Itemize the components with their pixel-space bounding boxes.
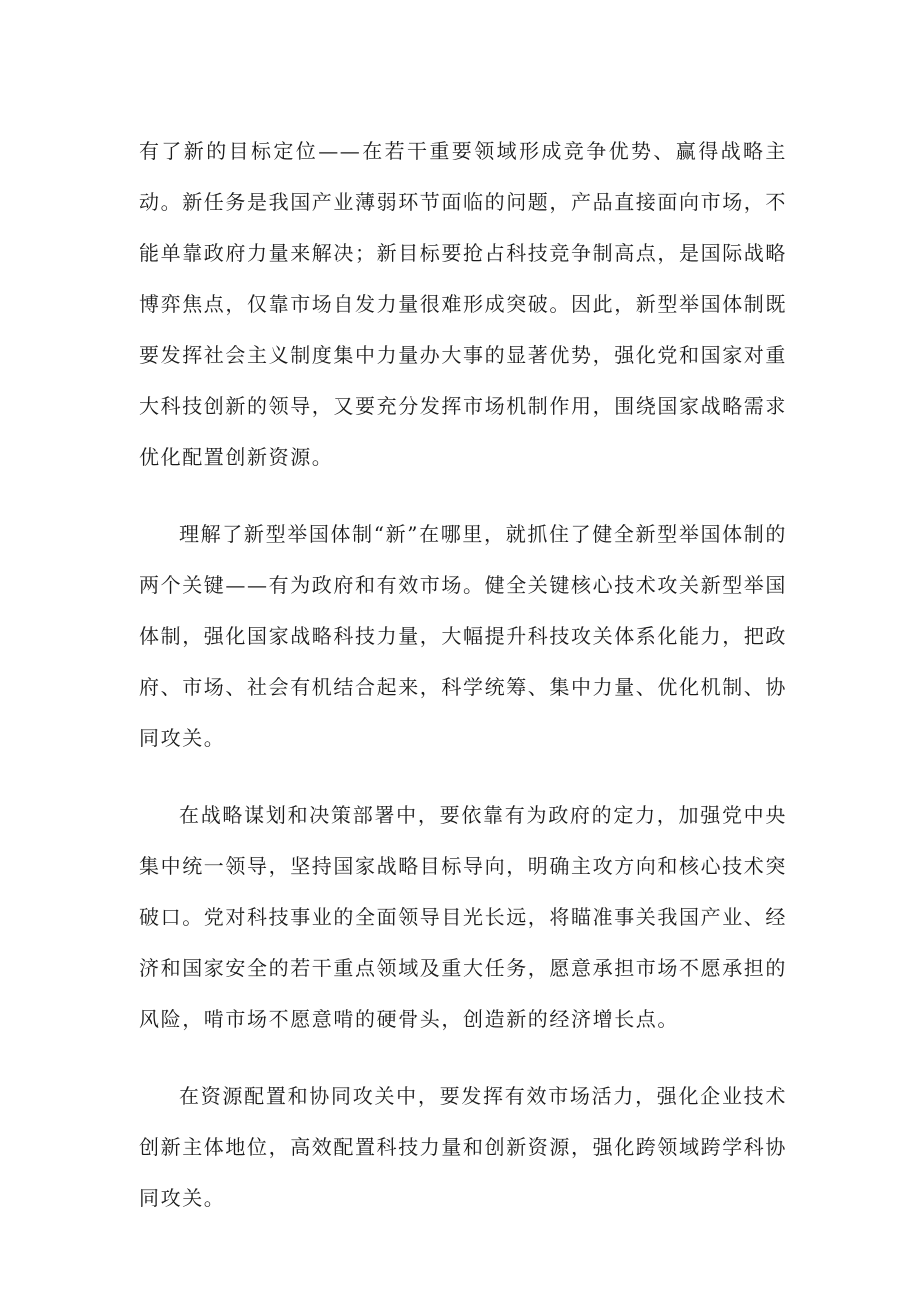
paragraph-4: 在资源配置和协同攻关中，要发挥有效市场活力，强化企业技术创新主体地位，高效配置科技力量和创新资源，强化跨领域跨学科协同攻关。 xyxy=(139,1084,787,1210)
paragraph-2: 理解了新型举国体制“新”在哪里，就抓住了健全新型举国体制的两个关键——有为政府和有效市场。健全关键核心技术攻关新型举国体制，强化国家战略科技力量，大幅提升科技攻关体系化能力，把政府、市场、社会有机结合起来，科学统筹、集中力量、优化机制、协同攻关。 xyxy=(139,522,787,750)
paragraph-3: 在战略谋划和决策部署中，要依靠有为政府的定力，加强党中央集中统一领导，坚持国家战略目标导向，明确主攻方向和核心技术突破口。党对科技事业的全面领导目光长远，将瞄准事关我国产业、经济和国家安全的若干重点领域及重大任务，愿意承担市场不愿承担的风险，啃市场不愿意啃的硬骨头，创造新的经济增长点。 xyxy=(139,803,787,1031)
paragraph-1: 有了新的目标定位——在若干重要领域形成竞争优势、赢得战略主动。新任务是我国产业薄弱环节面临的问题，产品直接面向市场，不能单靠政府力量来解决；新目标要抢占科技竞争制高点，是国际战略博弈焦点，仅靠市场自发力量很难形成突破。因此，新型举国体制既要发挥社会主义制度集中力量办大事的显著优势，强化党和国家对重大科技创新的领导，又要充分发挥市场机制作用，围绕国家战略需求优化配置创新资源。 xyxy=(139,139,787,469)
document-body xyxy=(139,126,787,1250)
